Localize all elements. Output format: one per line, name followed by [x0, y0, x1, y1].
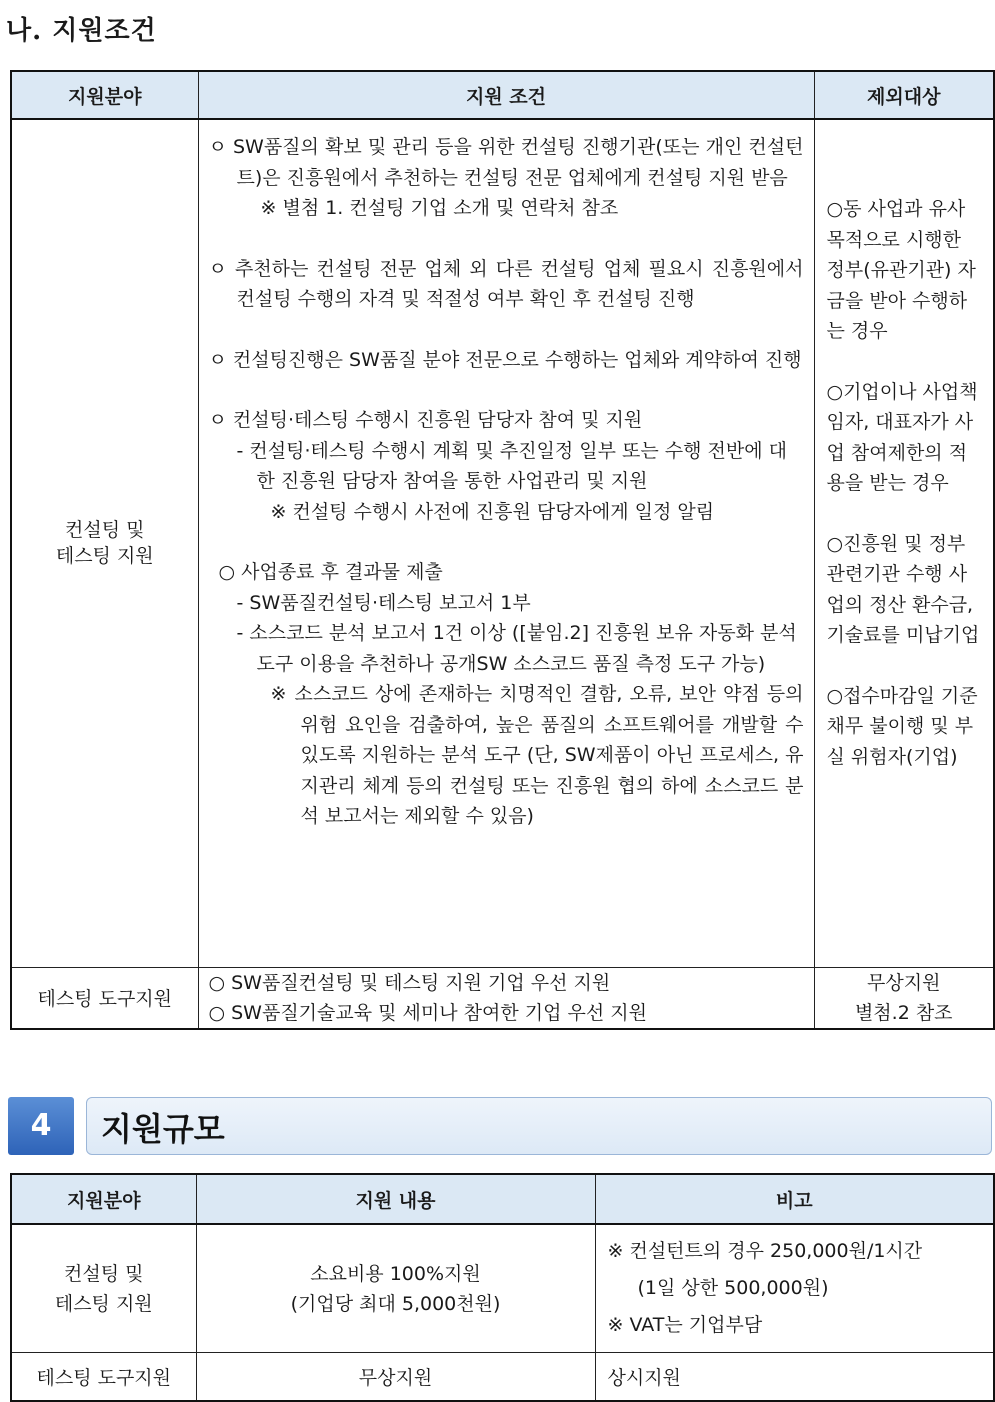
field-cell: [11, 1224, 196, 1353]
notes-cell: 상시지원: [595, 1353, 994, 1401]
content-cell: [196, 1224, 595, 1353]
note-line: ※ 컨설턴트의 경우 250,000원/1시간: [607, 1240, 923, 1262]
subsection-heading: 나. 지원조건: [6, 16, 157, 46]
exclusion-item: ○진흥원 및 정부 관련기관 수행 사업의 정산 환수금, 기술료를 미납기업: [826, 532, 980, 646]
condition-item: ○ SW품질기술교육 및 세미나 참여한 기업 우선 지원: [208, 1001, 647, 1024]
field-cell: [11, 119, 198, 967]
exclusion-item: ○접수마감일 기준 채무 불이행 및 부실 위험자(기업): [826, 684, 978, 768]
header-exclusions: 제외대상: [814, 71, 994, 119]
exclusion-item: ○기업이나 사업책임자, 대표자가 사업 참여제한의 적용을 받는 경우: [826, 380, 978, 494]
exclusions-cell: [814, 119, 994, 967]
note-line: (1일 상한 500,000원): [637, 1277, 829, 1299]
exclusion-line: 별첨.2 참조: [854, 1001, 953, 1024]
conditions-cell: [198, 967, 814, 1029]
conditions-cell: [198, 119, 814, 967]
condition-note: ※ 별첨 1. 컨설팅 기업 소개 및 연락처 참조: [260, 197, 619, 219]
condition-item: ㅇ 컨설팅·테스팅 수행시 진흥원 담당자 참여 및 지원: [208, 409, 643, 431]
field-cell: 테스팅 도구지원: [11, 967, 198, 1029]
table-header-row: [11, 71, 994, 119]
exclusions-cell: [814, 967, 994, 1029]
notes-cell: [595, 1224, 994, 1353]
note-line: ※ VAT는 기업부담: [607, 1314, 763, 1336]
section-number-badge: 4: [8, 1097, 74, 1155]
header-conditions: 지원 조건: [198, 71, 814, 119]
condition-note: ※ 소스코드 상에 존재하는 치명적인 결함, 오류, 보안 약점 등의 위험 요인을 검출하여, 높은 품질의 소프트웨어를 개발할 수 있도록 지원하는 분석 도구 (단, SW제품이 아닌 프로세스, 유지관리 체계 등의 컨설팅 또는 진흥원 협의 하에 소스코드 분석 보고서는 제외할 수 있음): [270, 683, 804, 827]
content-line: 소요비용 100%지원: [310, 1262, 481, 1285]
header-notes: 비고: [595, 1174, 994, 1224]
condition-item: ○ SW품질컨설팅 및 테스팅 지원 기업 우선 지원: [208, 971, 611, 994]
support-scale-table: [10, 1173, 995, 1402]
exclusion-item: ○동 사업과 유사 목적으로 시행한 정부(유관기관) 자금을 받아 수행하는 경우: [826, 198, 976, 342]
header-field: 지원분야: [11, 71, 198, 119]
field-line: 컨설팅 및: [65, 519, 145, 542]
condition-item: ○ 사업종료 후 결과물 제출: [218, 561, 443, 583]
condition-note: ※ 컨설팅 수행시 사전에 진흥원 담당자에게 일정 알림: [270, 500, 715, 523]
field-cell: 테스팅 도구지원: [11, 1353, 196, 1401]
field-line: 테스팅 지원: [55, 545, 154, 568]
support-conditions-table: [10, 70, 995, 1030]
table-row: [11, 1224, 994, 1353]
table-row: [11, 967, 994, 1029]
condition-sub-item: - 소스코드 분석 보고서 1건 이상 ([붙임.2] 진흥원 보유 자동화 분석 도구 이용을 추천하나 공개SW 소스코드 품질 측정 도구 가능): [236, 622, 797, 675]
content-cell: 무상지원: [196, 1353, 595, 1401]
field-line: 컨설팅 및: [64, 1262, 144, 1285]
content-line: (기업당 최대 5,000천원): [290, 1292, 501, 1315]
exclusion-line: 무상지원: [867, 971, 941, 994]
table-row: [11, 119, 994, 967]
table-row: [11, 1353, 994, 1401]
condition-sub-item: - SW품질컨설팅·테스팅 보고서 1부: [236, 591, 531, 614]
header-content: 지원 내용: [196, 1174, 595, 1224]
header-field: 지원분야: [11, 1174, 196, 1224]
condition-item: ㅇ SW품질의 확보 및 관리 등을 위한 컨설팅 진행기관(또는 개인 컨설턴트)은 진흥원에서 추천하는 컨설팅 전문 업체에게 컨설팅 지원 받음: [208, 136, 804, 189]
condition-sub-item: - 컨설팅·테스팅 수행시 계획 및 추진일정 일부 또는 수행 전반에 대한 진흥원 담당자 참여을 통한 사업관리 및 지원: [236, 439, 787, 492]
field-line: 테스팅 지원: [54, 1292, 153, 1315]
condition-item: ㅇ 컨설팅진행은 SW품질 분야 전문으로 수행하는 업체와 계약하여 진행: [208, 348, 802, 371]
table-header-row: [11, 1174, 994, 1224]
section-title: 지원규모: [101, 1110, 225, 1148]
section-title-bar: [86, 1097, 992, 1155]
condition-item: ㅇ 추천하는 컨설팅 전문 업체 외 다른 컨설팅 업체 필요시 진흥원에서 컨설팅 수행의 자격 및 적절성 여부 확인 후 컨설팅 진행: [208, 257, 804, 310]
